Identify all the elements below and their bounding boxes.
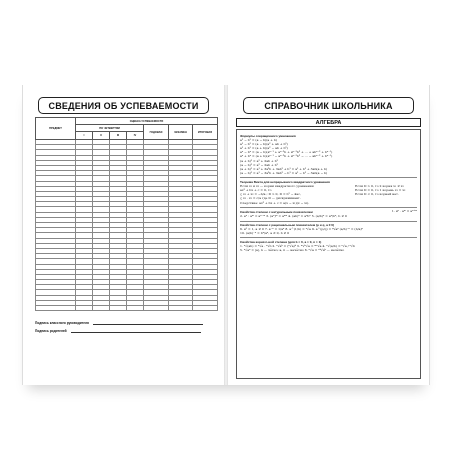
divider <box>240 221 417 222</box>
header-subject: ПРЕДМЕТ <box>36 118 76 140</box>
header-q2: II <box>93 132 110 140</box>
formula-line: 5. ⁿ√aⁿ = |a|, n — чётно; a, n — нечётно 6. ⁿ√a = ⁿᵏ√aᵏ — нечётно <box>240 248 345 253</box>
section-abbrev-mult: Формулы сокращённого умножения <box>240 133 296 138</box>
formula-box <box>236 129 421 379</box>
formula-line: Следствие: ax² + bx + c = a(x − x₁)(x − x₂). <box>240 200 310 205</box>
formula-line: Если x₁ и x₂ — корни квадратного уравнения <box>240 183 314 188</box>
grades-title: СВЕДЕНИЯ ОБ УСПЕВАЕМОСТИ <box>38 97 209 114</box>
formula-line: aⁿ + bⁿ = (a + b)(aⁿ⁻¹ − aⁿ⁻²b + aⁿ⁻³b² − … − abⁿ⁻² + bⁿ⁻¹) <box>240 154 333 159</box>
signature-teacher-label: Подпись классного руководителя <box>35 321 89 325</box>
grade-cell[interactable] <box>127 306 144 311</box>
header-q3: III <box>110 132 127 140</box>
signature-parents-line[interactable] <box>71 332 201 333</box>
divider <box>240 237 417 238</box>
signature-parents-label: Подпись родителей <box>35 329 67 333</box>
formula-line: 6. a⁰ = 1, a ≠ 0 7. a⁻ⁿ = 1/aⁿ 8. a^(1/n) = ⁿ√a 9. a^(p/q) = ᵠ√aᵖ (a/b)⁻ⁿ = (b/a)ⁿ <box>240 227 364 232</box>
header-final: ИТОГОВАЯ <box>193 125 218 140</box>
formula-line: Если D < 0, то корней нет. <box>355 192 399 197</box>
signature-teacher <box>35 321 217 325</box>
header-grades: ОЦЕНКА УСПЕВАЕМОСТИ <box>76 118 218 125</box>
divider <box>240 177 417 178</box>
grade-cell[interactable] <box>193 306 218 311</box>
divider <box>240 207 417 208</box>
formula-line: a³ − b³ = (a − b)(a² + ab + b²) <box>240 141 288 146</box>
grade-cell[interactable] <box>93 306 110 311</box>
formula-line: Если D = 0, то 1 корень x₁ = x₂ <box>355 188 406 193</box>
formula-line: (a − b)² = a² − 2ab + b² <box>240 162 278 167</box>
section-vieta: Теорема Виета для непрерывного квадратного уравнения <box>240 179 330 184</box>
subject-cell[interactable] <box>36 306 76 311</box>
header-exam: ЭКЗАМЕН <box>169 125 193 140</box>
formula-line: 10. (a/b)⁻ⁿ = bⁿ/aⁿ, a ≠ 0, b ≠ 0 <box>240 231 290 236</box>
left-page <box>22 85 224 385</box>
formula-line: 1. ⁿ√(ab) = ⁿ√a · ⁿ√b 2. ⁿ√aᵏ = (ⁿ√a)ᵏ 3. ᵐ√ⁿ√a = ᵐⁿ√a 4. ⁿ√(a/b) = ⁿ√a / ⁿ√b <box>240 243 355 248</box>
header-annual: ГОДОВАЯ <box>144 125 169 140</box>
section-roots: Свойства корня n-ной степени (для b > 0, a > 0, n > 1) <box>240 239 322 244</box>
grade-rows <box>36 140 218 311</box>
vieta-columns <box>240 184 417 205</box>
grade-cell[interactable] <box>110 306 127 311</box>
vieta-left <box>240 184 355 205</box>
table-row <box>36 306 218 311</box>
signature-teacher-line[interactable] <box>93 324 203 325</box>
grade-cell[interactable] <box>144 306 169 311</box>
formula-line: { x₁ + x₂ = −b/a ; D > 0, D = b² − 4ac, <box>240 192 301 197</box>
formula-line: { x₁ · x₂ = c/a где D — дискриминант. <box>240 196 301 201</box>
vieta-right <box>355 184 417 205</box>
section-power-rational: Свойства степени с рациональным показателем (p и q, a ≠ 0) <box>240 223 335 228</box>
algebra-header: АЛГЕБРА <box>236 118 421 127</box>
grades-table <box>35 117 218 311</box>
formula-line: (a − b)³ = a³ − 3a²b + 3ab² − b³ = a³ − b³ − 3ab(a − b) <box>240 171 328 176</box>
formula-line: 1. aⁿ · aᵐ = aⁿ⁺ᵐ <box>391 208 417 213</box>
grade-cell[interactable] <box>76 306 93 311</box>
header-q1: I <box>76 132 93 140</box>
right-page <box>228 85 430 385</box>
formula-line: Если D > 0, то 2 корня x₁ ≠ x₂ <box>355 183 404 188</box>
formula-line: a² − b² = (a − b)(a + b) <box>240 137 278 142</box>
header-quarters: ПО ЧЕТВЕРТЯМ <box>76 125 144 132</box>
section-power-natural: Свойства степени с натуральным показателем <box>240 210 313 215</box>
formula-line: aⁿ − bⁿ = (a − b)(aⁿ⁻¹ + aⁿ⁻²b + aⁿ⁻³b² + … + abⁿ⁻² + bⁿ⁻¹) <box>240 150 333 155</box>
grade-cell[interactable] <box>169 306 193 311</box>
signature-parents <box>35 329 217 333</box>
header-q4: IV <box>127 132 144 140</box>
formula-line: ax² + bx + c = 0, то <box>240 188 272 193</box>
reference-title: СПРАВОЧНИК ШКОЛЬНИКА <box>243 97 414 114</box>
formula-line: a³ + b³ = (a + b)(a² − ab + b²) <box>240 145 288 150</box>
formula-line: 2. aⁿ : aᵐ = aⁿ⁻ᵐ 3. (aⁿ)ᵐ = aⁿᵐ 4. (ab)ⁿ = aⁿbⁿ 5. (a/b)ⁿ = aⁿ/bⁿ, b ≠ 0 <box>240 214 347 219</box>
formula-line: (a + b)² = a² + 2ab + b² <box>240 158 278 163</box>
formula-line: (a + b)³ = a³ + 3a²b + 3ab² + b³ = a³ + b³ + 3ab(a + b) <box>240 166 328 171</box>
